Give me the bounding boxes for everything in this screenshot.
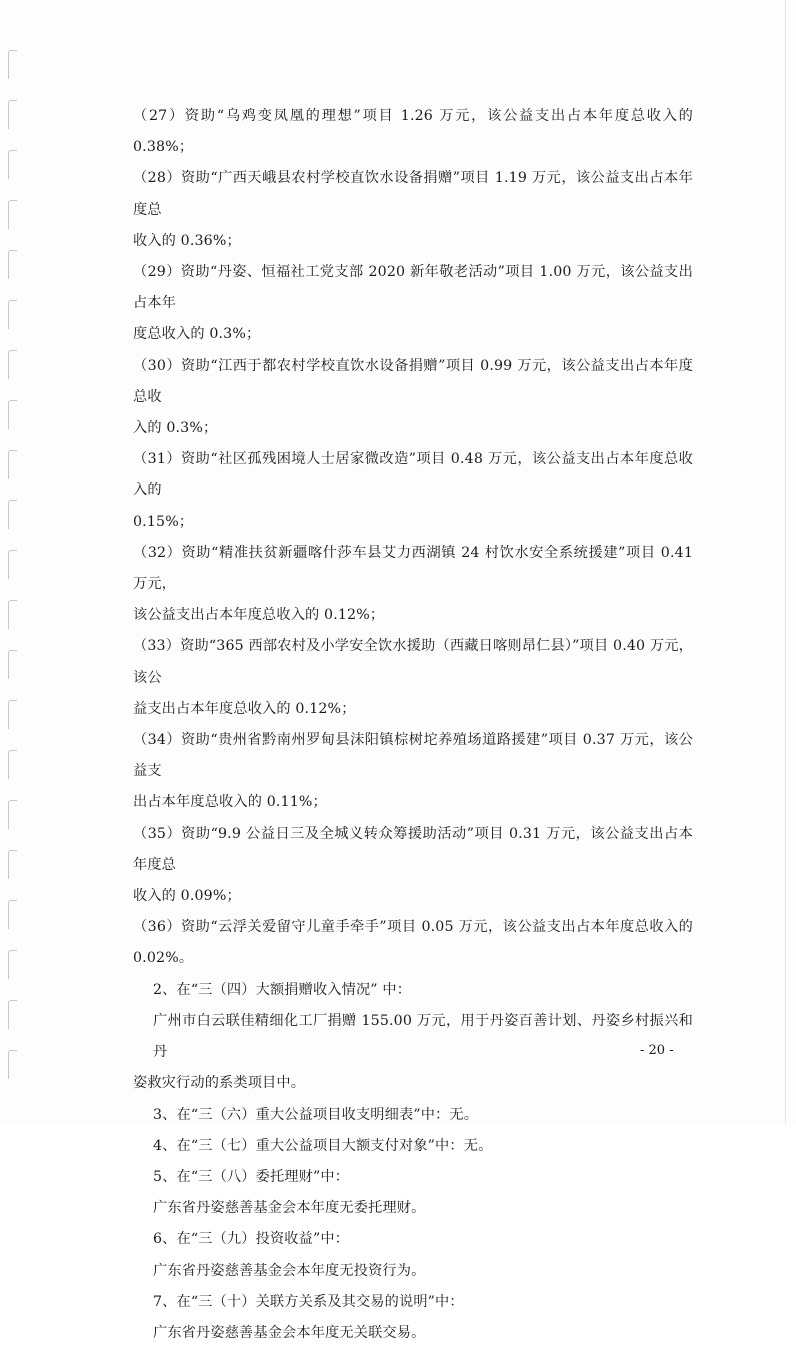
- expense-item-line: （36）资助“云浮关爱留守儿童手牵手”项目 0.05 万元，该公益支出占本年度总收入的 0.02%。: [133, 919, 698, 967]
- binding-hole-mark: [8, 1050, 17, 1079]
- binding-hole-mark: [8, 200, 17, 229]
- expense-item-continuation: 入的 0.3%；: [133, 420, 218, 437]
- section-heading: 6、在“三（九）投资收益”中：: [153, 1231, 350, 1248]
- expense-item-continuation: 益支出占本年度总收入的 0.12%；: [133, 700, 356, 717]
- binding-hole-mark: [8, 450, 17, 479]
- expense-item-continuation: 度总收入的 0.3%；: [133, 326, 261, 343]
- binding-hole-mark: [8, 300, 17, 329]
- section-heading: 2、在“三（四）大额捐赠收入情况” 中：: [153, 981, 412, 998]
- binding-hole-mark: [8, 950, 17, 979]
- binding-hole-mark: [8, 50, 17, 79]
- binding-hole-mark: [8, 550, 17, 579]
- expense-item-line: （32）资助“精准扶贫新疆喀什莎车县艾力西湖镇 24 村饮水安全系统援建”项目 0.41 万元，: [133, 544, 698, 593]
- binding-hole-mark: [8, 500, 17, 529]
- expense-item-line: （35）资助“9.9 公益日三及全城义转众筹援助活动”项目 0.31 万元，该公益支出占本年度总: [133, 825, 693, 873]
- expense-item-line: （28）资助“广西天峨县农村学校直饮水设备捐赠”项目 1.19 万元，该公益支出占本年度总: [133, 170, 693, 218]
- page-edge: [785, 0, 786, 1124]
- expense-item-line: （30）资助“江西于都农村学校直饮水设备捐赠”项目 0.99 万元，该公益支出占本年度总收: [133, 357, 693, 405]
- section-heading: 3、在“三（六）重大公益项目收支明细表”中：无。: [153, 1106, 479, 1123]
- expense-item-line: （34）资助“贵州省黔南州罗甸县沫阳镇棕树坨养殖场道路援建”项目 0.37 万元，该公益支: [133, 732, 693, 780]
- binding-hole-mark: [8, 150, 17, 179]
- binding-hole-mark: [8, 900, 17, 929]
- expense-item-continuation: 该公益支出占本年度总收入的 0.12%；: [133, 607, 385, 624]
- section-heading: 5、在“三（八）委托理财”中：: [153, 1168, 350, 1185]
- page-number: - 20 -: [640, 1043, 674, 1058]
- section-body-line: 广东省丹姿慈善基金会本年度无投资行为。: [153, 1262, 426, 1279]
- binding-hole-mark: [8, 850, 17, 879]
- section-list: [133, 975, 693, 1349]
- binding-hole-mark: [8, 350, 17, 379]
- section-body-line: 广东省丹姿慈善基金会本年度无关联交易。: [153, 1324, 426, 1341]
- expense-item-line: （33）资助“365 西部农村及小学安全饮水援助（西藏日喀则昂仁县）”项目 0.40 万元，该公: [133, 638, 693, 686]
- expense-item-list: [133, 101, 698, 975]
- binding-hole-mark: [8, 650, 17, 679]
- expense-item-continuation: 0.15%；: [133, 513, 194, 530]
- binding-marks: [8, 40, 28, 1100]
- binding-hole-mark: [8, 750, 17, 779]
- binding-hole-mark: [8, 800, 17, 829]
- binding-hole-mark: [8, 1000, 17, 1029]
- document-body: [133, 101, 698, 1349]
- section-body-line: 广东省丹姿慈善基金会本年度无委托理财。: [153, 1200, 426, 1217]
- section-body-line: 姿救灾行动的系类项目中。: [133, 1075, 306, 1092]
- expense-item-continuation: 收入的 0.09%；: [133, 888, 241, 905]
- expense-item-continuation: 出占本年度总收入的 0.11%；: [133, 794, 327, 811]
- binding-hole-mark: [8, 600, 17, 629]
- binding-hole-mark: [8, 400, 17, 429]
- section-heading: 7、在“三（十）关联方关系及其交易的说明”中：: [153, 1293, 464, 1310]
- section-body-line: 广州市白云联佳精细化工厂捐赠 155.00 万元，用于丹姿百善计划、丹姿乡村振兴和丹: [153, 1012, 693, 1061]
- section-heading: 4、在“三（七）重大公益项目大额支付对象”中：无。: [153, 1137, 493, 1154]
- expense-item-line: （29）资助“丹姿、恒福社工党支部 2020 新年敬老活动”项目 1.00 万元，该公益支出占本年: [133, 264, 693, 312]
- expense-item-continuation: 收入的 0.36%；: [133, 232, 241, 249]
- binding-hole-mark: [8, 250, 17, 279]
- expense-item-line: （27）资助“乌鸡变凤凰的理想”项目 1.26 万元，该公益支出占本年度总收入的 0.38%；: [133, 108, 698, 156]
- binding-hole-mark: [8, 700, 17, 729]
- expense-item-line: （31）资助“社区孤残困境人士居家微改造”项目 0.48 万元，该公益支出占本年度总收入的: [133, 451, 693, 499]
- binding-hole-mark: [8, 100, 17, 129]
